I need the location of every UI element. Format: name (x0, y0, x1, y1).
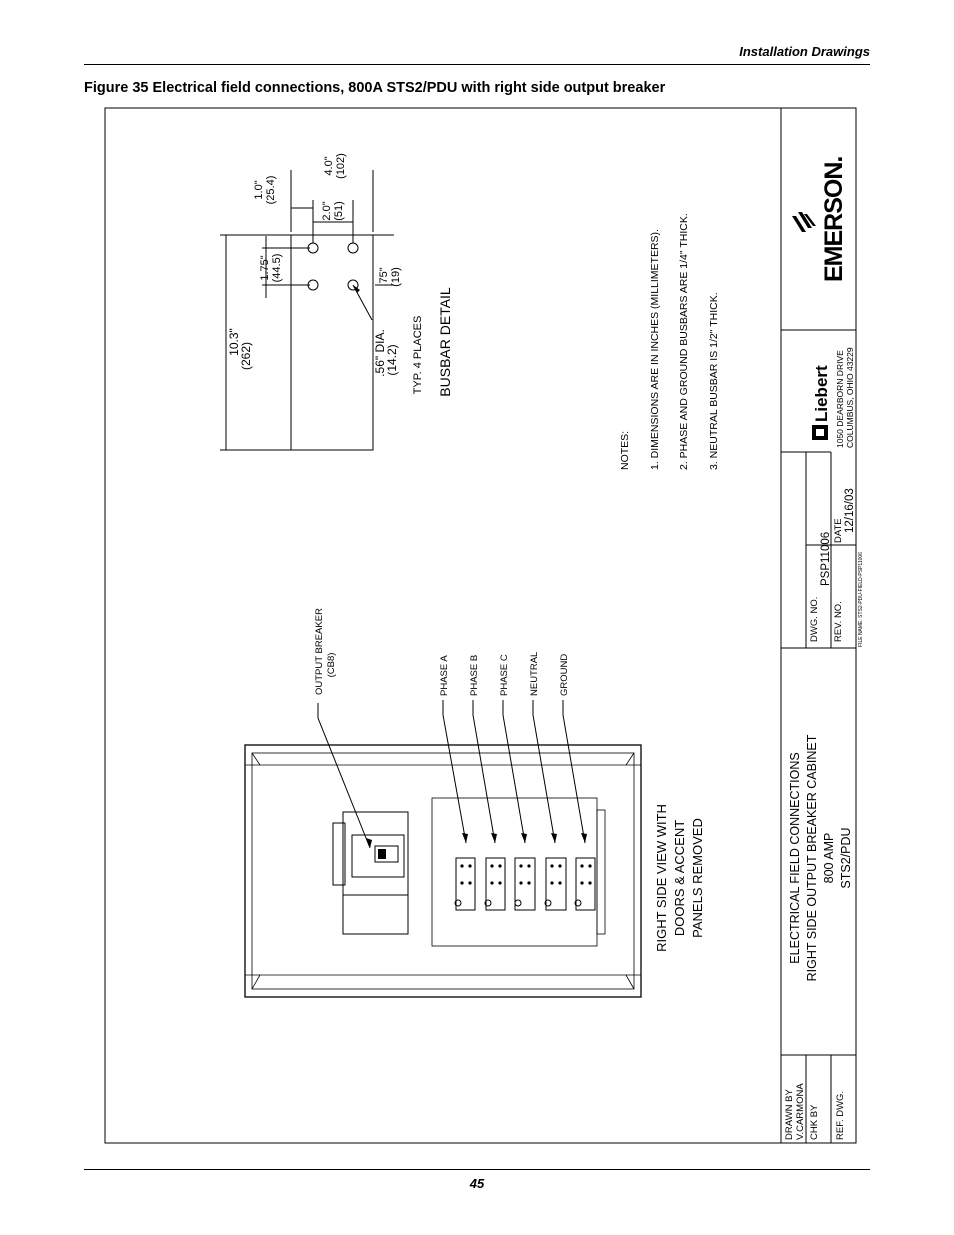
page-number: 45 (469, 1176, 485, 1191)
date-label: DATE (833, 518, 844, 543)
note-item: 3. NEUTRAL BUSBAR IS 1/2" THICK. (708, 292, 720, 470)
drawing-title-line: RIGHT SIDE OUTPUT BREAKER CABINET (805, 734, 819, 982)
dim-length-mm: (262) (239, 341, 253, 371)
bus-label-neutral: NEUTRAL (529, 651, 540, 696)
bus-bars (455, 858, 595, 910)
dim-hole-pitch: 1.75" (259, 255, 271, 281)
drawn-by-label: DRAWN BY (784, 1089, 795, 1140)
section-title: Installation Drawings (739, 44, 870, 59)
bus-bar-phase-c (515, 858, 535, 910)
drawn-by: V.CARMONA (795, 1083, 806, 1140)
view-caption: PANELS REMOVED (690, 818, 705, 938)
bus-label-phase-b: PHASE B (469, 654, 480, 696)
liebert-logo (812, 365, 831, 440)
note-item: 2. PHASE AND GROUND BUSBARS ARE 1/4" THICK. (678, 213, 690, 470)
figure-title: Figure 35 Electrical field connections, 800A STS2/PDU with right side output breaker (84, 80, 666, 96)
output-breaker-label: OUTPUT BREAKER (314, 608, 325, 695)
dim-length: 10.3" (227, 328, 241, 356)
bus-label-phase-a: PHASE A (439, 655, 450, 696)
drawing-frame (105, 108, 856, 1143)
dwg-no-label: DWG. NO. (809, 596, 820, 642)
drawing-title-line: ELECTRICAL FIELD CONNECTIONS (788, 752, 802, 964)
ref-dwg-label: REF. DWG. (835, 1090, 846, 1140)
hole-dia-mm: (14.2) (385, 344, 399, 376)
emerson-logo (792, 157, 848, 282)
hole-places: TYP. 4 PLACES (412, 315, 424, 395)
dim-width: 4.0" (323, 156, 335, 176)
footer-rule (84, 1169, 870, 1170)
emerson-logo-mark (792, 212, 816, 232)
dim-spacing: 2.0" (321, 201, 333, 221)
dim-offset: .75" (378, 267, 390, 287)
dim-edge: 1.0" (253, 180, 265, 200)
busbar-detail (220, 153, 453, 450)
company-name: Liebert (812, 365, 831, 422)
dwg-no: PSP11006 (820, 531, 832, 586)
drawing-title-line: 800 AMP (822, 832, 836, 884)
address-line: 1050 DEARBORN DRIVE (835, 350, 845, 448)
bus-label-ground: GROUND (559, 653, 570, 696)
address-line: COLUMBUS, OHIO 43229 (845, 347, 855, 448)
output-breaker (343, 812, 408, 934)
busbar-hole (348, 243, 358, 253)
cabinet-view (245, 608, 705, 997)
notes (619, 213, 720, 470)
chk-by-label: CHK BY (809, 1104, 820, 1140)
dim-hole-pitch-mm: (44.5) (271, 253, 283, 283)
dim-spacing-mm: (51) (333, 201, 345, 221)
date: 12/16/03 (844, 488, 856, 533)
dim-width-mm: (102) (335, 153, 347, 179)
dim-offset-mm: (19) (390, 267, 402, 287)
bus-label-phase-c: PHASE C (499, 654, 510, 696)
busbar-outline (291, 235, 373, 450)
rev-no-label: REV. NO. (833, 601, 844, 642)
hole-dia: .56" DIA. (373, 329, 387, 377)
notes-heading: NOTES: (619, 430, 631, 470)
dim-edge-mm: (25.4) (265, 175, 277, 205)
file-name: FILE NAME: STS2-PDU-FIELD-PSP11006 (858, 552, 864, 647)
cabinet-outline (245, 745, 641, 997)
bus-bar-phase-a (456, 858, 475, 910)
bus-bar-ground (576, 858, 595, 910)
view-caption: DOORS & ACCENT (672, 819, 687, 937)
bus-bar-neutral (546, 858, 566, 910)
note-item: 1. DIMENSIONS ARE IN INCHES (MILLIMETERS). (649, 229, 661, 470)
view-caption: RIGHT SIDE VIEW WITH (654, 804, 669, 952)
busbar-detail-title: BUSBAR DETAIL (437, 287, 453, 397)
output-breaker-sub: (CB8) (326, 652, 337, 678)
drawing-title-line: STS2/PDU (839, 827, 853, 889)
bus-bar-phase-b (486, 858, 505, 910)
brand-name: EMERSON. (820, 156, 848, 282)
